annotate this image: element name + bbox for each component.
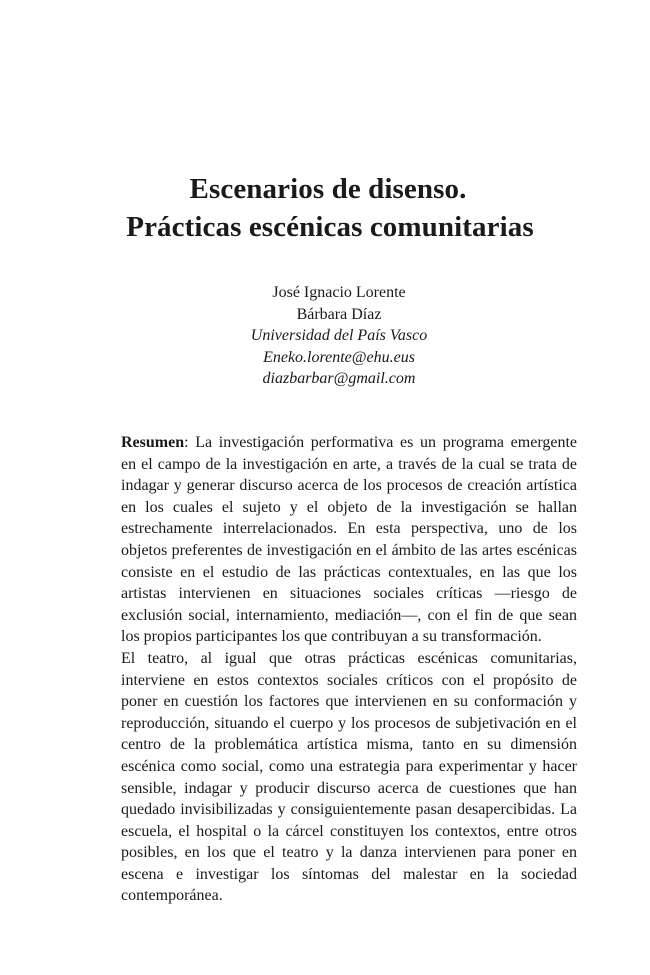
author-email-2: diazbarbar@gmail.com xyxy=(262,370,416,387)
abstract-paragraph-2: El teatro, al igual que otras prácticas escénicas comunitarias, interviene en estos contextos sociales críticos con el propósito de poner en cuestión los factores que intervienen en su conformación y reproducción, situando el cuerpo y los procesos de subjetivación en el centro de la problemática artística misma, tanto en su dimensión escénica como social, como una estrategia para experimentar y hacer sensible, indagar y producir discurso acerca de cuestiones que han quedado invisibilizadas y consiguientemente pasan desapercibidas. La escuela, el hospital o la cárcel constituyen los contextos, entre otros posibles, en los que el teatro y la danza intervienen para poner en escena e investigar los síntomas del malestar en la sociedad contemporánea. xyxy=(121,649,577,905)
abstract-paragraph-1-text: La investigación performativa es un programa emergente en el campo de la investigación en arte, a través de la cual se trata de indagar y generar discurso acerca de los procesos de creación artística en los cuales el sujeto y el objeto de la investigación se hallan estrechamente interrelacionados. En esta perspectiva, uno de los objetos preferentes de investigación en el ámbito de las artes escénicas consiste en el estudio de las prácticas contextuales, en las que los artistas intervienen en situaciones sociales críticas —riesgo de exclusión social, internamiento, mediación—, con el fin de que sean los propios participantes los que contribuyan a su transformación. xyxy=(121,434,578,646)
abstract-paragraph-1: Resumen: La investigación performativa es un programa emergente en el campo de la investigación en arte, a través de la cual se trata de indagar y generar discurso acerca de los procesos de creación artística en los cuales el sujeto y el objeto de la investigación se hallan estrechamente interrelacionados. En esta perspectiva, uno de los objetos preferentes de investigación en el ámbito de las artes escénicas consiste en el estudio de las prácticas contextuales, en las que los artistas intervienen en situaciones sociales críticas —riesgo de exclusión social, internamiento, mediación—, con el fin de que sean los propios participantes los que contribuyan a su transformación. xyxy=(121,434,578,646)
author-email-1: Eneko.lorente@ehu.eus xyxy=(263,348,415,366)
author-name-2: Bárbara Díaz xyxy=(296,305,382,323)
title-line-2: Prácticas escénicas comunitarias xyxy=(126,211,534,243)
abstract xyxy=(121,432,577,907)
author-affiliation: Universidad del País Vasco xyxy=(250,327,428,344)
article-title xyxy=(0,170,650,246)
author-block xyxy=(0,282,650,390)
title-line-1: Escenarios de disenso. xyxy=(189,173,467,205)
author-name-1: José Ignacio Lorente xyxy=(272,284,406,301)
abstract-label: Resumen xyxy=(121,434,185,451)
